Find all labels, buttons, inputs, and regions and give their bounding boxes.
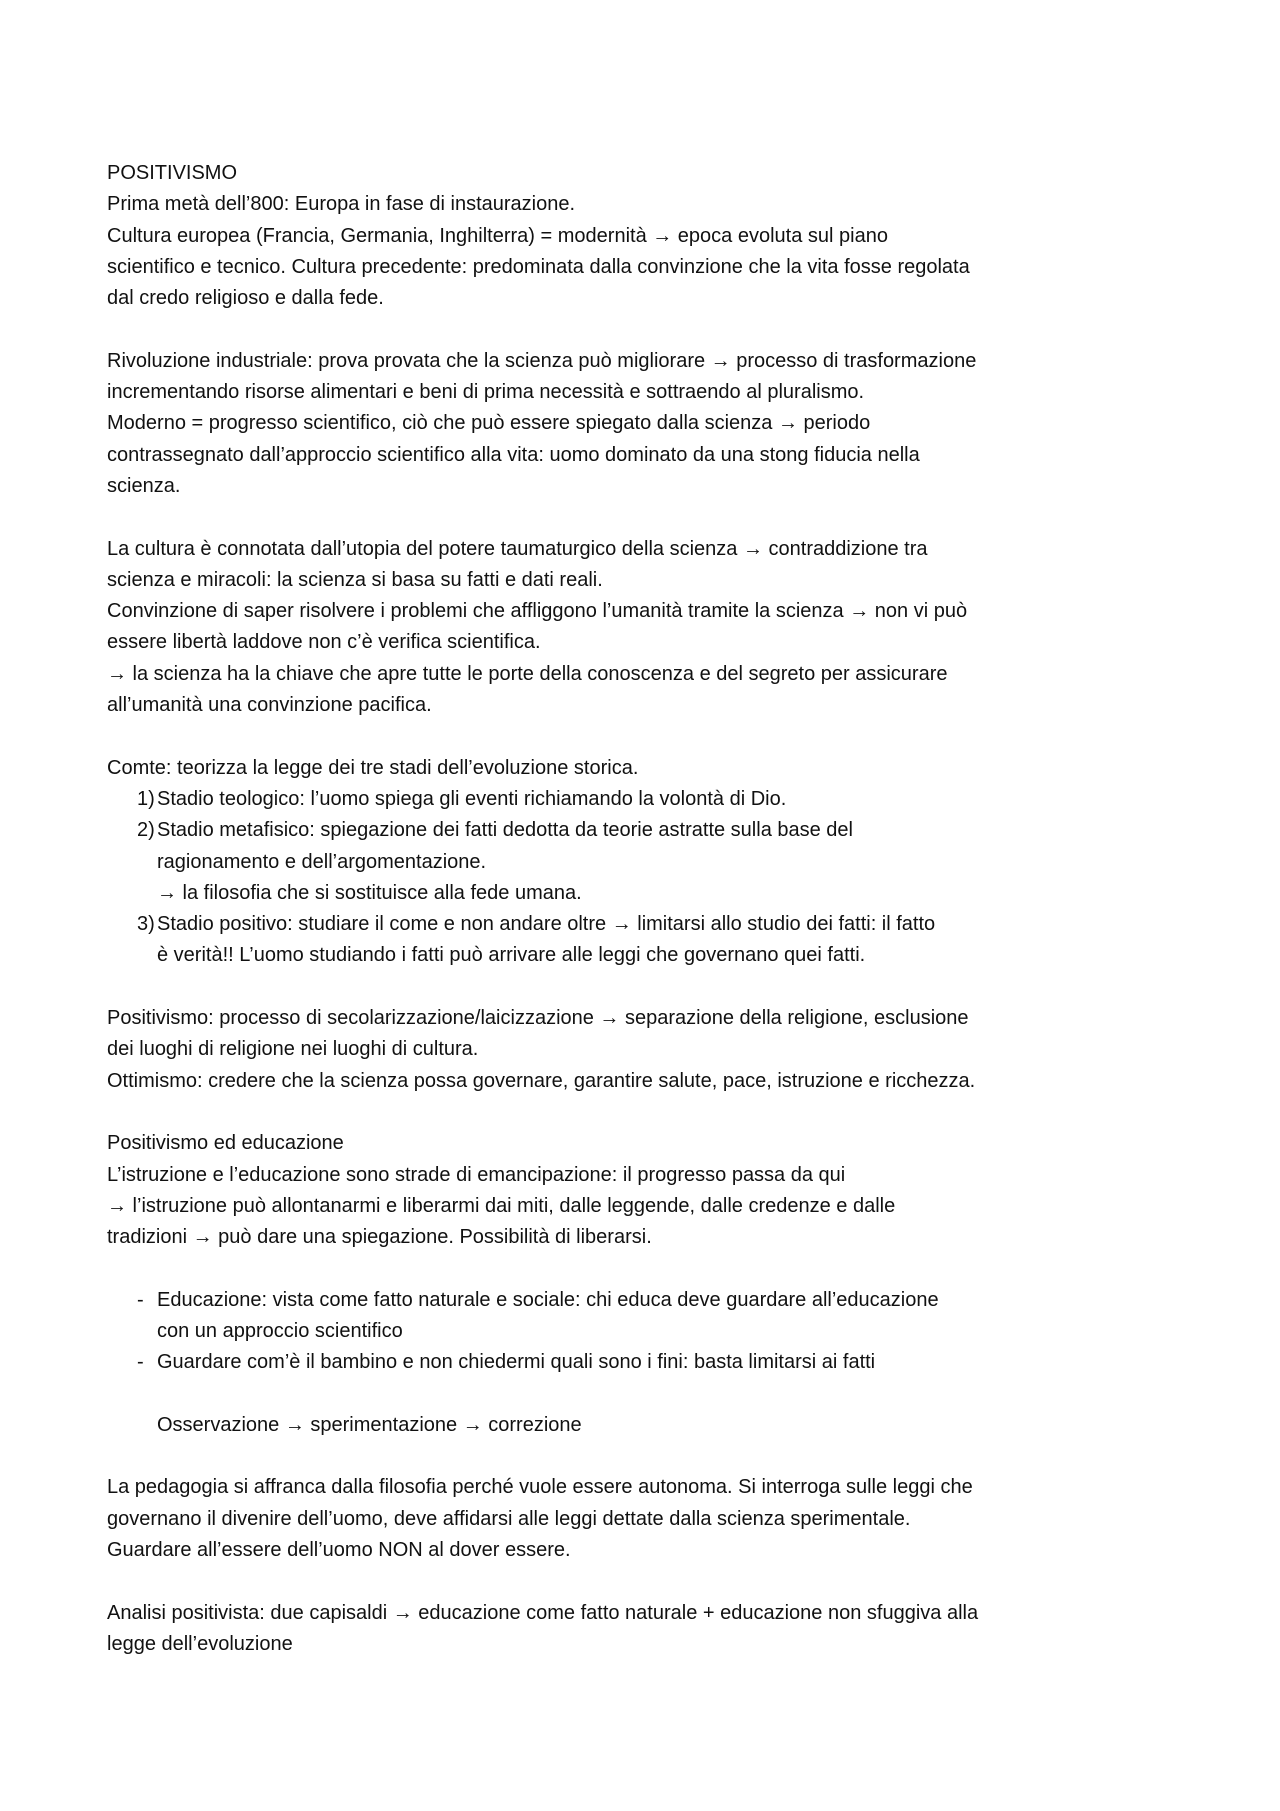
text-line: Osservazione → sperimentazione → correzione <box>157 1413 582 1436</box>
text-line: con un approccio scientifico <box>157 1319 403 1342</box>
text-line: Stadio metafisico: spiegazione dei fatti dedotta da teorie astratte sulla base del <box>157 819 853 842</box>
text-line: dei luoghi di religione nei luoghi di cultura. <box>107 1038 479 1061</box>
blank-line <box>107 502 1165 533</box>
list-marker: - <box>137 1351 144 1374</box>
text-line: Moderno = progresso scientifico, ciò che può essere spiegato dalla scienza → periodo <box>107 412 871 435</box>
list-item <box>107 909 1165 972</box>
blank-line <box>107 721 1165 752</box>
text-line: Convinzione di saper risolvere i problemi che affliggono l’umanità tramite la scienza → non vi può <box>107 600 968 623</box>
paragraph <box>107 1003 1165 1097</box>
blank-line <box>107 972 1165 1003</box>
text-line: → la scienza ha la chiave che apre tutte le porte della conoscenza e del segreto per assicurare <box>107 662 948 685</box>
text-line: scientifico e tecnico. Cultura precedente: predominata dalla convinzione che la vita fosse regolata <box>107 255 970 278</box>
list-item <box>107 1347 1165 1378</box>
text-line: Educazione: vista come fatto naturale e sociale: chi educa deve guardare all’educazione <box>157 1288 939 1311</box>
blank-line <box>107 1566 1165 1597</box>
text-line: Guardare com’è il bambino e non chiedermi quali sono i fini: basta limitarsi ai fatti <box>157 1351 876 1374</box>
list-marker: 1) <box>137 787 155 810</box>
text-line: Comte: teorizza la legge dei tre stadi dell’evoluzione storica. <box>107 756 639 779</box>
blank-line <box>107 314 1165 345</box>
list-item <box>107 784 1165 815</box>
text-line: Rivoluzione industriale: prova provata che la scienza può migliorare → processo di trasformazione <box>107 349 977 372</box>
text-line: POSITIVISMO <box>107 162 238 184</box>
text-line: La cultura è connotata dall’utopia del potere taumaturgico della scienza → contraddizione tra <box>107 537 928 560</box>
paragraph <box>107 1128 1165 1253</box>
text-line: Prima metà dell’800: Europa in fase di instaurazione. <box>107 193 576 216</box>
text-line: dal credo religioso e dalla fede. <box>107 287 384 310</box>
text-line: L’istruzione e l’educazione sono strade di emancipazione: il progresso passa da qui <box>107 1163 846 1186</box>
text-line: incrementando risorse alimentari e beni di prima necessità e sottraendo al pluralismo. <box>107 381 865 404</box>
list-marker: 3) <box>137 913 155 936</box>
list-item <box>107 815 1165 909</box>
paragraph <box>107 346 1165 502</box>
text-line: scienza. <box>107 474 181 497</box>
text-line: Analisi positivista: due capisaldi → educazione come fatto naturale + educazione non sfuggiva alla <box>107 1601 979 1624</box>
paragraph <box>107 158 1165 314</box>
text-line: Cultura europea (Francia, Germania, Inghilterra) = modernità → epoca evoluta sul piano <box>107 224 888 247</box>
text-line: essere libertà laddove non c’è verifica scientifica. <box>107 631 541 654</box>
text-line: Stadio teologico: l’uomo spiega gli eventi richiamando la volontà di Dio. <box>157 787 787 810</box>
text-line: è verità!! L’uomo studiando i fatti può arrivare alle leggi che governano quei fatti. <box>157 944 866 967</box>
text-line: Guardare all’essere dell’uomo NON al dover essere. <box>107 1539 571 1562</box>
text-line: Ottimismo: credere che la scienza possa governare, garantire salute, pace, istruzione e ricchezza. <box>107 1069 976 1092</box>
text-line: → la filosofia che si sostituisce alla fede umana. <box>157 881 582 904</box>
text-line: legge dell’evoluzione <box>107 1632 293 1655</box>
list-marker: - <box>137 1288 144 1311</box>
text-line: Stadio positivo: studiare il come e non andare oltre → limitarsi allo studio dei fatti: il fatto <box>157 913 936 936</box>
blank-line <box>107 1097 1165 1128</box>
paragraph <box>107 753 1165 784</box>
text-line: La pedagogia si affranca dalla filosofia perché vuole essere autonoma. Si interroga sulle leggi che <box>107 1476 973 1499</box>
text-line: contrassegnato dall’approccio scientifico alla vita: uomo dominato da una stong fiducia nella <box>107 443 920 466</box>
paragraph <box>107 1598 1165 1661</box>
blank-line <box>107 1253 1165 1284</box>
text-line: → l’istruzione può allontanarmi e liberarmi dai miti, dalle leggende, dalle credenze e dalle <box>107 1194 896 1217</box>
blank-line <box>107 1441 1165 1472</box>
text-line: Positivismo: processo di secolarizzazione/laicizzazione → separazione della religione, esclusione <box>107 1007 969 1030</box>
paragraph <box>107 534 1165 722</box>
indented-paragraph <box>107 1410 1165 1441</box>
blank-line <box>107 1379 1165 1410</box>
text-line: scienza e miracoli: la scienza si basa su fatti e dati reali. <box>107 568 603 591</box>
text-line: all’umanità una convinzione pacifica. <box>107 694 432 717</box>
text-line: tradizioni → può dare una spiegazione. Possibilità di liberarsi. <box>107 1226 652 1249</box>
text-line: ragionamento e dell’argomentazione. <box>157 850 487 873</box>
list-item <box>107 1285 1165 1348</box>
text-line: Positivismo ed educazione <box>107 1132 344 1155</box>
text-line: governano il divenire dell’uomo, deve affidarsi alle leggi dettate dalla scienza sperimentale. <box>107 1507 911 1530</box>
list-marker: 2) <box>137 819 155 842</box>
paragraph <box>107 1472 1165 1566</box>
